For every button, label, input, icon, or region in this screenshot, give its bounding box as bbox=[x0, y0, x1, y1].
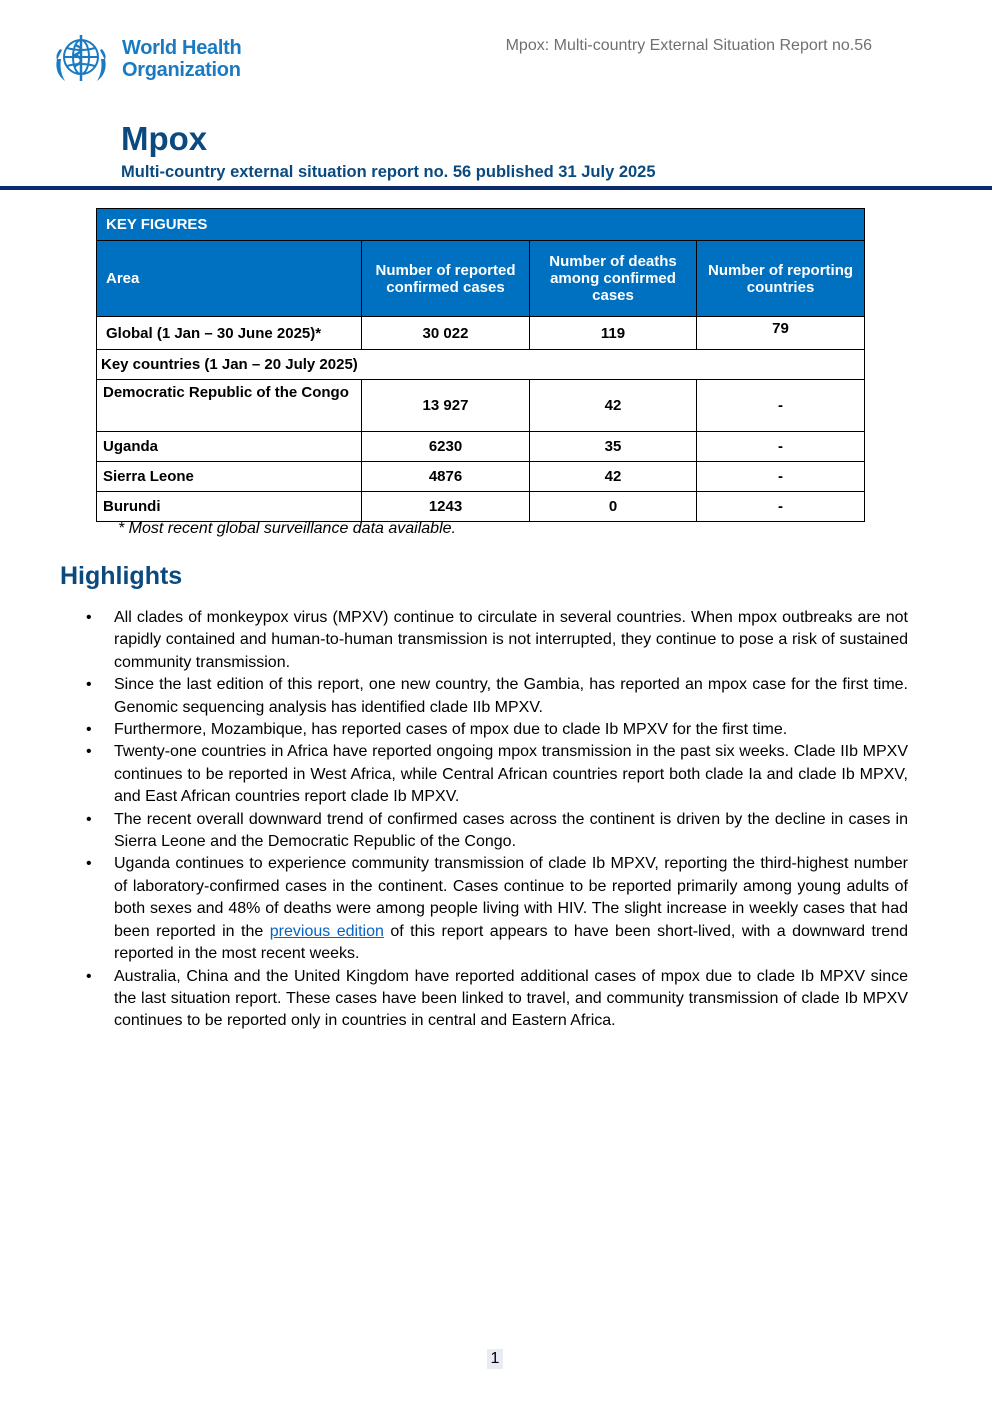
table-row bbox=[97, 432, 865, 462]
cell-deaths: 42 bbox=[530, 462, 697, 492]
key-figures-table bbox=[96, 208, 865, 522]
cell-deaths: 0 bbox=[530, 492, 697, 522]
key-countries-label: Key countries (1 Jan – 20 July 2025) bbox=[97, 350, 865, 380]
who-logo bbox=[51, 29, 251, 89]
title-rule bbox=[0, 186, 992, 190]
cell-cases: 4876 bbox=[362, 462, 530, 492]
cell-area: Uganda bbox=[97, 432, 362, 462]
cell-countries: - bbox=[697, 492, 865, 522]
running-header: Mpox: Multi-country External Situation Report no.56 bbox=[505, 37, 872, 54]
bullet-icon: • bbox=[86, 967, 92, 985]
cell-countries: - bbox=[697, 432, 865, 462]
table-row bbox=[97, 380, 865, 432]
table-footnote: * Most recent global surveillance data available. bbox=[118, 520, 456, 537]
page-title: Mpox bbox=[121, 120, 208, 157]
cell-area: Sierra Leone bbox=[97, 462, 362, 492]
bullet-icon: • bbox=[86, 609, 92, 626]
column-header-countries: Number of reporting countries bbox=[697, 241, 865, 317]
list-item bbox=[86, 853, 908, 965]
list-item-text-before: Uganda continues to experience community transmission of clade Ib MPXV, reporting the third-highest number of laboratory-confirmed cases in the continent. Cases continue to be reported primarily among young adults of both sexes and 48% of deaths were among people living with HIV. The slight increase in weekly cases that had been reported in the bbox=[114, 855, 908, 940]
logo-wordmark bbox=[122, 37, 241, 81]
table-row bbox=[97, 462, 865, 492]
who-emblem-icon bbox=[51, 29, 115, 89]
previous-edition-link[interactable]: previous edition bbox=[269, 922, 384, 940]
bullet-icon: • bbox=[86, 721, 92, 739]
cell-countries: - bbox=[697, 380, 865, 432]
key-figures-title: KEY FIGURES bbox=[97, 209, 865, 241]
cell-cases: 1243 bbox=[362, 492, 530, 522]
list-item-text: Furthermore, Mozambique, has reported cases of mpox due to clade Ib MPXV for the first time. bbox=[114, 721, 788, 739]
list-item-text-after: of this report appears to have been short-lived, with a downward trend reported in the most recent weeks. bbox=[114, 922, 908, 963]
bullet-icon: • bbox=[86, 743, 92, 761]
cell-deaths: 42 bbox=[530, 380, 697, 432]
table-row-key-countries-label bbox=[97, 350, 865, 380]
list-item-text: Australia, China and the United Kingdom have reported additional cases of mpox due to clade Ib MPXV since the last situation report. These cases have been linked to travel, and community transmission of clade Ib MPXV continues to be reported only in countries in central and Eastern Africa. bbox=[114, 967, 908, 1030]
cell-cases: 6230 bbox=[362, 432, 530, 462]
logo-line-1: World Health bbox=[122, 37, 242, 59]
list-item bbox=[86, 607, 908, 674]
table-row-global bbox=[97, 317, 865, 350]
column-header-cases: Number of reported confirmed cases bbox=[362, 241, 530, 317]
list-item bbox=[86, 966, 908, 1033]
bullet-icon: • bbox=[86, 676, 92, 694]
cell-cases: 13 927 bbox=[362, 380, 530, 432]
cell-countries: 79 bbox=[697, 317, 865, 350]
cell-deaths: 35 bbox=[530, 432, 697, 462]
cell-cases: 30 022 bbox=[362, 317, 530, 350]
list-item-text: Since the last edition of this report, one new country, the Gambia, has reported an mpox case for the first time. Genomic sequencing analysis has identified clade IIb MPXV. bbox=[114, 676, 908, 716]
page-subtitle: Multi-country external situation report no. 56 published 31 July 2025 bbox=[121, 163, 656, 181]
table-row bbox=[97, 492, 865, 522]
cell-countries: - bbox=[697, 462, 865, 492]
list-item bbox=[86, 809, 908, 854]
bullet-icon: • bbox=[86, 855, 92, 873]
list-item bbox=[86, 719, 908, 741]
page-number: 1 bbox=[487, 1349, 503, 1369]
list-item-text: Twenty-one countries in Africa have reported ongoing mpox transmission in the past six weeks. Clade IIb MPXV continues to be reported in West Africa, while Central African countries report both clade Ia and clade Ib MPXV, and East African countries report clade Ib MPXV. bbox=[114, 743, 908, 806]
list-item bbox=[86, 741, 908, 808]
list-item-text: The recent overall downward trend of confirmed cases across the continent is driven by the decline in cases in Sierra Leone and the Democratic Republic of the Congo. bbox=[114, 810, 908, 851]
cell-area: Burundi bbox=[97, 492, 362, 522]
bullet-icon: • bbox=[86, 810, 92, 828]
list-item bbox=[86, 674, 908, 719]
cell-deaths: 119 bbox=[530, 317, 697, 350]
logo-line-2: Organization bbox=[122, 59, 241, 81]
highlights-heading: Highlights bbox=[60, 562, 183, 590]
column-header-deaths: Number of deaths among confirmed cases bbox=[530, 241, 697, 317]
column-header-area: Area bbox=[97, 241, 362, 317]
highlights-list bbox=[86, 607, 908, 1033]
cell-area-text: Democratic Republic of the Congo bbox=[103, 384, 349, 401]
cell-area: Global (1 Jan – 30 June 2025)* bbox=[97, 317, 362, 350]
cell-area bbox=[97, 380, 362, 432]
list-item-text: All clades of monkeypox virus (MPXV) continue to circulate in several countries. When mpox outbreaks are not rapidly contained and human-to-human transmission is not interrupted, they continue to pose a risk of sustained community transmission. bbox=[114, 609, 908, 671]
